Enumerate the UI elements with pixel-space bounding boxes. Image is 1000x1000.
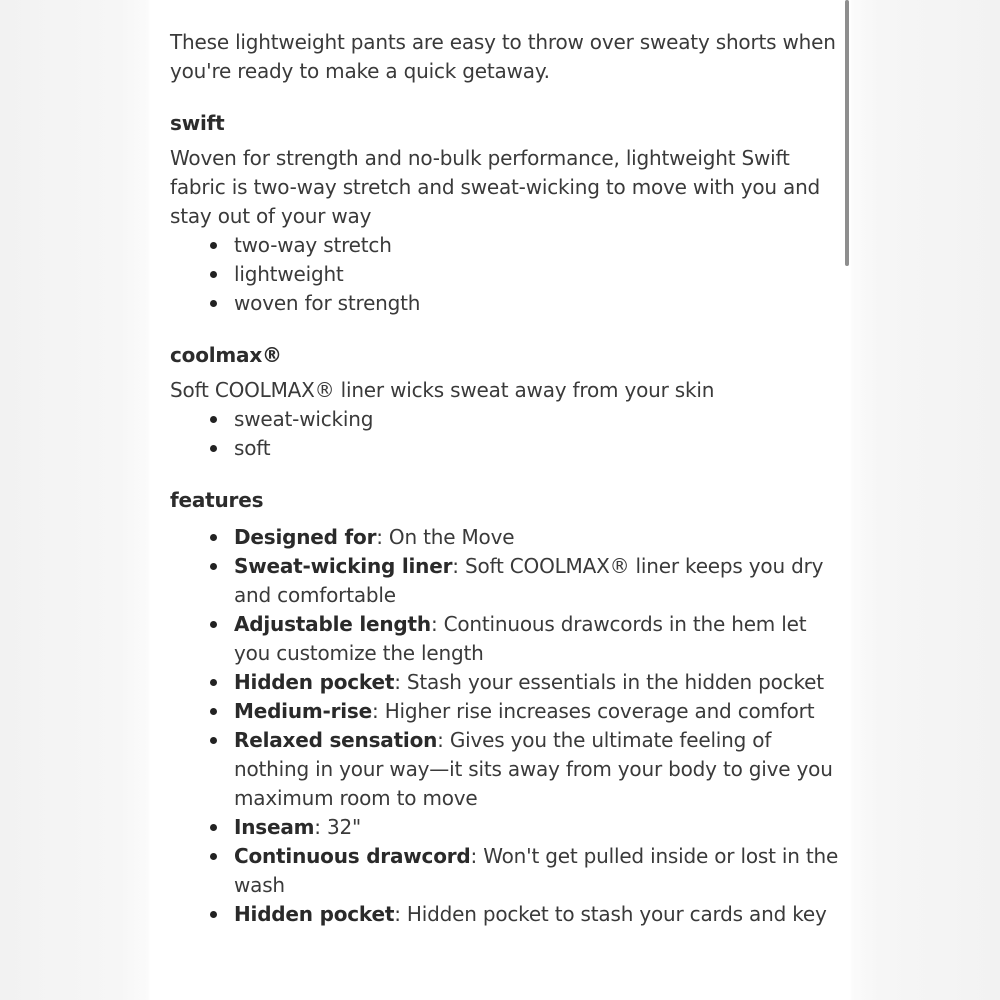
section-title-features: features [170, 488, 264, 512]
feature-label: Sweat-wicking liner [234, 554, 453, 578]
feature-text: : Hidden pocket to stash your cards and key [394, 902, 827, 926]
swift-bullet-list [170, 231, 840, 318]
feature-label: Hidden pocket [234, 670, 395, 694]
swift-description: Woven for strength and no-bulk performance, lightweight Swift fabric is two-way stretch and sweat-wicking to move with you and stay out of your way [170, 146, 821, 228]
feature-label: Adjustable length [234, 612, 431, 636]
feature-text: : Stash your essentials in the hidden pocket [394, 670, 824, 694]
feature-item [234, 610, 840, 668]
feature-item [234, 523, 840, 552]
features-list [170, 523, 840, 929]
feature-text: : Gives you the ultimate feeling of nothing in your way—it sits away from your body to give you maximum room to move [234, 728, 833, 810]
feature-item [234, 552, 840, 610]
list-item: lightweight [234, 260, 840, 289]
scrollbar[interactable] [844, 0, 850, 1000]
scrollbar-thumb[interactable] [845, 0, 849, 266]
feature-text: : Soft COOLMAX® liner keeps you dry and comfortable [234, 554, 824, 607]
feature-text: : 32" [314, 815, 362, 839]
feature-item [234, 668, 840, 697]
feature-item [234, 813, 840, 842]
feature-item [234, 726, 840, 813]
feature-label: Inseam [234, 815, 315, 839]
feature-text: : Won't get pulled inside or lost in the wash [234, 844, 839, 897]
feature-text: : Higher rise increases coverage and comfort [372, 699, 815, 723]
feature-label: Continuous drawcord [234, 844, 471, 868]
feature-text: : On the Move [376, 525, 515, 549]
feature-label: Relaxed sensation [234, 728, 438, 752]
feature-label: Designed for [234, 525, 377, 549]
feature-item [234, 697, 840, 726]
feature-text: : Continuous drawcords in the hem let you customize the length [234, 612, 807, 665]
section-title-coolmax: coolmax® [170, 343, 282, 367]
list-item: two-way stretch [234, 231, 840, 260]
list-item: sweat-wicking [234, 405, 840, 434]
feature-label: Medium-rise [234, 699, 373, 723]
coolmax-bullet-list [170, 405, 840, 463]
feature-item [234, 900, 840, 929]
feature-item [234, 842, 840, 900]
list-item: woven for strength [234, 289, 840, 318]
coolmax-description: Soft COOLMAX® liner wicks sweat away from your skin [170, 378, 715, 402]
section-title-swift: swift [170, 111, 225, 135]
product-description [170, 28, 840, 952]
feature-label: Hidden pocket [234, 902, 395, 926]
intro-text: These lightweight pants are easy to throw over sweaty shorts when you're ready to make a quick getaway. [170, 30, 836, 83]
list-item: soft [234, 434, 840, 463]
